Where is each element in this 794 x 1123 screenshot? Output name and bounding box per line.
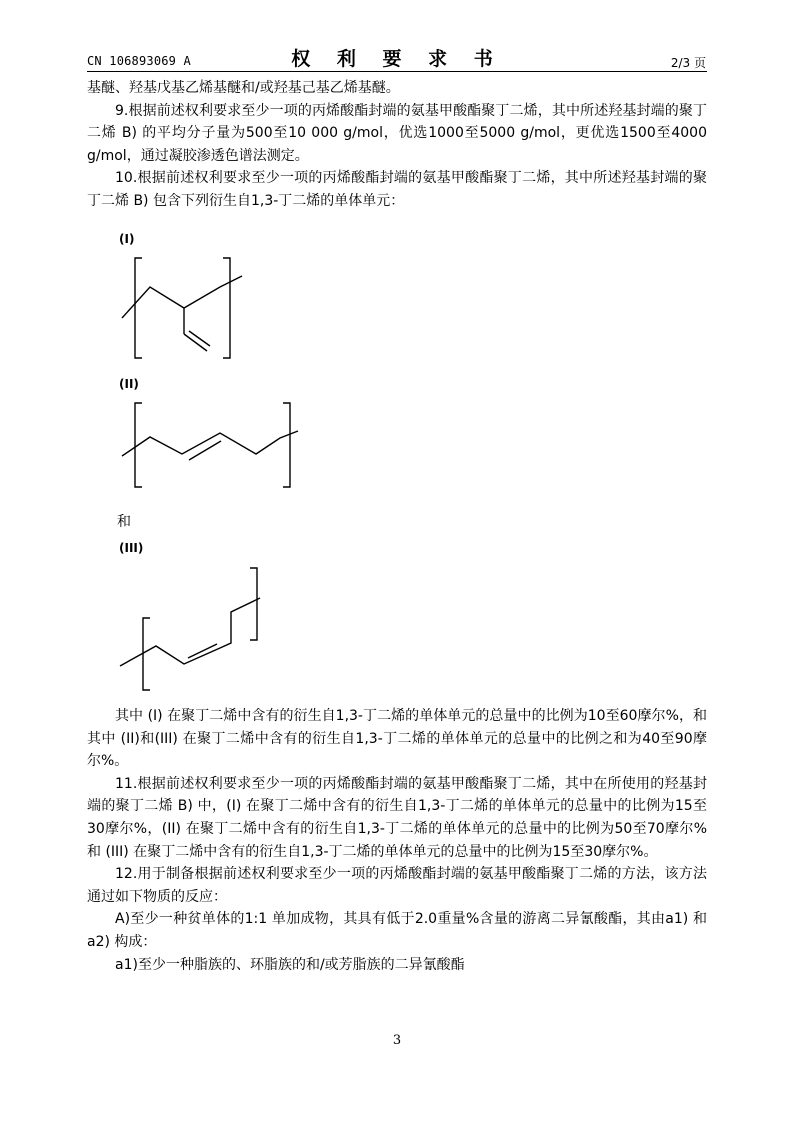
structure-label-2: (II) [119, 377, 139, 391]
structure-label-1: (I) [119, 232, 135, 246]
vinyl-double-bond-a [184, 334, 207, 351]
bracket-right [283, 403, 290, 487]
bracket-right [250, 568, 257, 640]
backbone [122, 276, 242, 318]
claims-text-bottom [87, 705, 707, 976]
trans-double-bond [189, 441, 221, 460]
claim-11: 11.根据前述权利要求至少一项的丙烯酸酯封端的氨基甲酸酯聚丁二烯，其中在所使用的羟基封端的聚丁二烯 B) 中，(I) 在聚丁二烯中含有的衍生自1,3-丁二烯的单体单元的总量中的比例为15至30摩尔%，(II) 在聚丁二烯中含有的衍生自1,3-丁二烯的单体单元的总量中的比例为50至70摩尔%和 (III) 在聚丁二烯中含有的衍生自1,3-丁二烯的单体单元的总量中的比例为15至30摩尔%。 [87, 775, 707, 860]
structure-3-diagram [110, 560, 310, 700]
page-number: 3 [392, 1033, 402, 1048]
bracket-left [143, 618, 150, 690]
connector-word: 和 [117, 514, 131, 530]
page-title: 权 利 要 求 书 [291, 48, 503, 70]
claim-10: 10.根据前述权利要求至少一项的丙烯酸酯封端的氨基甲酸酯聚丁二烯，其中所述羟基封端的聚丁二烯 B) 包含下列衍生自1,3-丁二烯的单体单元： [87, 170, 707, 209]
structure-1-diagram [110, 250, 260, 365]
claim-12-component-a: A)至少一种贫单体的1:1 单加成物，其具有低于2.0重量%含量的游离二异氰酸酯，其由a1) 和a2) 构成： [87, 911, 707, 950]
vinyl-double-bond-b [189, 331, 210, 346]
structure-2-diagram [110, 395, 310, 495]
header-divider [87, 71, 707, 72]
claim-9: 9.根据前述权利要求至少一项的丙烯酸酯封端的氨基甲酸酯聚丁二烯，其中所述羟基封端的聚丁二烯 B) 的平均分子量为500至10 000 g/mol，优选1000至5000 g/mol，更优选1500至4000 g/mol，通过凝胶渗透色谱法测定。 [87, 102, 712, 164]
claims-text-top [87, 77, 712, 213]
backbone [120, 598, 260, 666]
paragraph-continuation: 基醚、羟基戊基乙烯基醚和/或羟基己基乙烯基醚。 [87, 80, 400, 96]
bracket-right [223, 258, 230, 358]
backbone [122, 431, 298, 456]
publication-number: CN 106893069 A [87, 54, 191, 68]
claim-12: 12.用于制备根据前述权利要求至少一项的丙烯酸酯封端的氨基甲酸酯聚丁二烯的方法，该方法通过如下物质的反应： [87, 866, 707, 905]
page-indicator: 2/3 页 [670, 56, 706, 70]
claim-12-component-a1: a1)至少一种脂族的、环脂族的和/或芳脂族的二异氰酸酯 [115, 956, 465, 973]
bracket-left [135, 258, 142, 358]
structure-label-3: (III) [119, 541, 144, 555]
claim-10-ratio: 其中 (I) 在聚丁二烯中含有的衍生自1,3-丁二烯的单体单元的总量中的比例为10至60摩尔%，和其中 (II)和(III) 在聚丁二烯中含有的衍生自1,3-丁二烯的单体单元的总量中的比例之和为40至90摩尔%。 [87, 708, 707, 770]
